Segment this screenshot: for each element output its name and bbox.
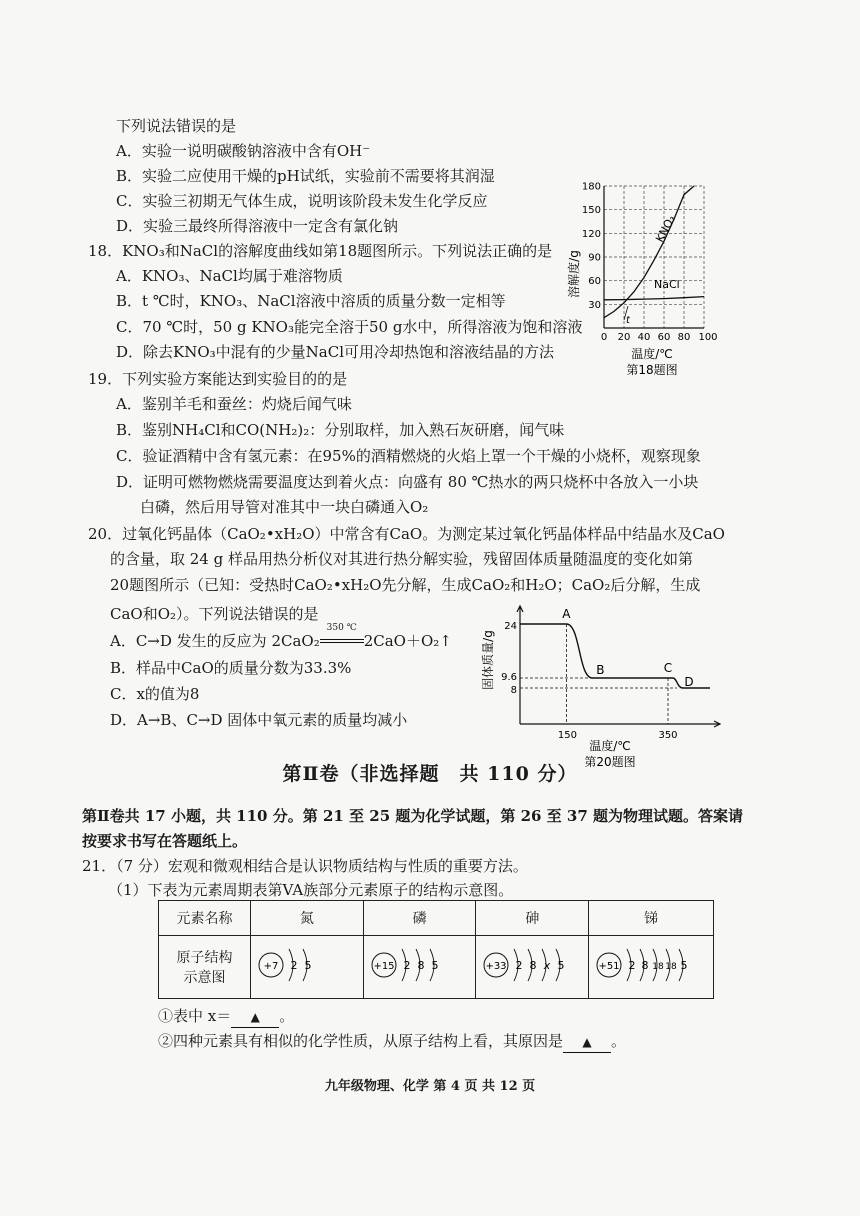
fig20-mass-chart — [478, 598, 728, 770]
q19-option-a: A．鉴别羊毛和蚕丝：灼烧后闻气味 — [116, 395, 352, 413]
nucleus-charge: +33 — [485, 961, 507, 972]
y-tick-label: 60 — [588, 276, 601, 288]
q19-option-c: C．验证酒精中含有氢元素：在95%的酒精燃烧的火焰上罩一个干燥的小烧杯，观察现象 — [116, 447, 701, 465]
x-tick-label: 80 — [677, 332, 691, 343]
fig18-caption: 第18题图 — [626, 363, 678, 377]
fig18-xlabel: 温度/℃ — [631, 347, 673, 361]
x-tick-label: 0 — [600, 332, 608, 343]
electron-count: 5 — [557, 959, 565, 972]
fig20-xlabel: 温度/℃ — [589, 739, 631, 753]
q21-sub1: （1）下表为元素周期表第VA族部分元素原子的结构示意图。 — [108, 881, 514, 899]
kno3-series-label: KNO₃ — [653, 213, 679, 245]
table-header-phosphorus: 磷 — [363, 901, 476, 936]
q17-stem: 下列说法错误的是 — [116, 117, 237, 135]
fig18-ylabel: 溶解度/g — [567, 250, 581, 298]
q17-option-b: B．实验二应使用干燥的pH试纸，实验前不需要将其润湿 — [116, 167, 495, 185]
electron-count: 2 — [403, 959, 411, 972]
y-tick-label: 150 — [581, 205, 601, 217]
table-header-nitrogen: 氮 — [250, 901, 363, 936]
q20-option-a: A．C→D 发生的反应为 2CaO₂ 350 ℃ 2CaO＋O₂↑ — [110, 623, 452, 650]
electron-count: 5 — [680, 959, 688, 972]
atom-diagram-antimony — [589, 936, 714, 999]
q18-stem: 18．KNO₃和NaCl的溶解度曲线如第18题图所示。下列说法正确的是 — [88, 242, 553, 260]
electron-count: 2 — [290, 959, 298, 972]
electron-count: 5 — [431, 959, 439, 972]
q19-stem: 19．下列实验方案能达到实验目的的是 — [88, 370, 348, 388]
x-tick-label: 150 — [557, 730, 577, 741]
q20-line1: 20．过氧化钙晶体（CaO₂•xH₂O）中常含有CaO。为测定某过氧化钙晶体样品中结晶水及CaO — [88, 525, 725, 543]
point-label-c: C — [663, 661, 673, 675]
electron-count: 5 — [304, 959, 312, 972]
y-tick-label: 180 — [581, 181, 601, 193]
electron-count: 8 — [417, 959, 425, 972]
fig20-caption: 第20题图 — [584, 755, 636, 769]
table-header-arsenic: 砷 — [476, 901, 589, 936]
q20-option-d: D．A→B、C→D 固体中氧元素的质量均减小 — [110, 711, 408, 729]
y-tick-label: 9.6 — [501, 672, 517, 683]
nucleus-charge: +15 — [373, 961, 395, 972]
element-structure-table — [158, 900, 714, 999]
x-tick-label: 60 — [657, 332, 671, 343]
q18-option-a: A．KNO₃、NaCl均属于难溶物质 — [116, 267, 343, 285]
nucleus-charge: +7 — [263, 961, 279, 972]
q21-question-2: ②四种元素具有相似的化学性质，从原子结构上看，其原因是 ▲ 。 — [158, 1031, 626, 1053]
point-label-d: D — [684, 675, 694, 689]
q17-option-a: A．实验一说明碳酸钠溶液中含有OH⁻ — [116, 142, 371, 160]
answer-blank-1: ▲ — [231, 1007, 279, 1028]
q20-line2: 的含量，取 24 g 样品用热分析仪对其进行热分解实验，残留固体质量随温度的变化如第 — [110, 550, 693, 568]
part2-note-1: 第Ⅱ卷共 17 小题，共 110 分。第 21 至 25 题为化学试题，第 26 至 37 题为物理试题。答案请 — [82, 807, 743, 825]
q18-option-c: C．70 ℃时，50 g KNO₃能完全溶于50 g水中，所得溶液为饱和溶液 — [116, 318, 583, 336]
electron-count: 2 — [628, 959, 636, 972]
q19-option-d: D．证明可燃物燃烧需要温度达到着火点：向盛有 80 ℃热水的两只烧杯中各放入一小块 — [116, 473, 699, 491]
table-row-label: 原子结构 示意图 — [159, 936, 251, 999]
fig20-ylabel: 固体质量/g — [481, 630, 495, 690]
point-label-b: B — [596, 663, 605, 677]
electron-count: 18 — [652, 962, 664, 972]
q20-line3: 20题图所示（已知：受热时CaO₂•xH₂O先分解，生成CaO₂和H₂O；CaO₂后分解，生成 — [110, 576, 701, 594]
electron-count: 8 — [529, 959, 537, 972]
part2-title: 第Ⅱ卷（非选择题 共 110 分） — [282, 763, 578, 785]
atom-diagram-arsenic — [476, 936, 589, 999]
q17-option-d: D．实验三最终所得溶液中一定含有氯化钠 — [116, 217, 399, 235]
q20-option-b: B．样品中CaO的质量分数为33.3% — [110, 659, 352, 677]
q19-option-b: B．鉴别NH₄Cl和CO(NH₂)₂：分别取样，加入熟石灰研磨，闻气味 — [116, 421, 565, 439]
y-tick-label: 24 — [504, 621, 517, 632]
q20-option-c: C．x的值为8 — [110, 685, 200, 703]
nucleus-charge: +51 — [598, 961, 620, 972]
q21-question-1: ①表中 x＝ ▲ 。 — [158, 1006, 294, 1028]
atom-diagram-phosphorus — [363, 936, 476, 999]
page-footer: 九年级物理、化学 第 4 页 共 12 页 — [324, 1079, 536, 1094]
point-label-a: A — [562, 607, 571, 621]
y-tick-label: 8 — [510, 685, 517, 696]
t-point-label: t — [626, 315, 630, 326]
x-tick-label: 350 — [658, 730, 678, 741]
x-tick-label: 100 — [698, 332, 718, 343]
table-header-name: 元素名称 — [159, 901, 251, 936]
x-tick-label: 20 — [617, 332, 631, 343]
reaction-condition: 350 ℃ — [326, 623, 357, 633]
answer-blank-2: ▲ — [563, 1032, 611, 1053]
electron-count: x — [544, 959, 551, 972]
part2-note-2: 按要求书写在答题纸上。 — [82, 832, 248, 850]
electron-count: 8 — [641, 959, 649, 972]
electron-count: 2 — [515, 959, 523, 972]
q18-option-d: D．除去KNO₃中混有的少量NaCl可用冷却热饱和溶液结晶的方法 — [116, 343, 555, 361]
q20-line4: CaO和O₂）。下列说法错误的是 — [110, 605, 319, 623]
table-header-antimony: 锑 — [589, 901, 714, 936]
q18-option-b: B．t ℃时，KNO₃、NaCl溶液中溶质的质量分数一定相等 — [116, 292, 506, 310]
fig18-solubility-chart — [560, 178, 720, 378]
y-tick-label: 120 — [581, 228, 601, 240]
y-tick-label: 30 — [588, 299, 601, 311]
y-tick-label: 90 — [588, 252, 601, 264]
nacl-series-label: NaCl — [654, 278, 680, 291]
mass-curve — [520, 624, 710, 688]
q19-option-d-cont: 白磷，然后用导管对准其中一块白磷通入O₂ — [140, 498, 429, 516]
x-tick-label: 40 — [637, 332, 651, 343]
atom-diagram-nitrogen — [250, 936, 363, 999]
q17-option-c: C．实验三初期无气体生成，说明该阶段未发生化学反应 — [116, 192, 488, 210]
q21-stem: 21．（7 分）宏观和微观相结合是认识物质结构与性质的重要方法。 — [82, 857, 528, 875]
electron-count: 18 — [665, 962, 677, 972]
nacl-curve — [604, 297, 704, 300]
